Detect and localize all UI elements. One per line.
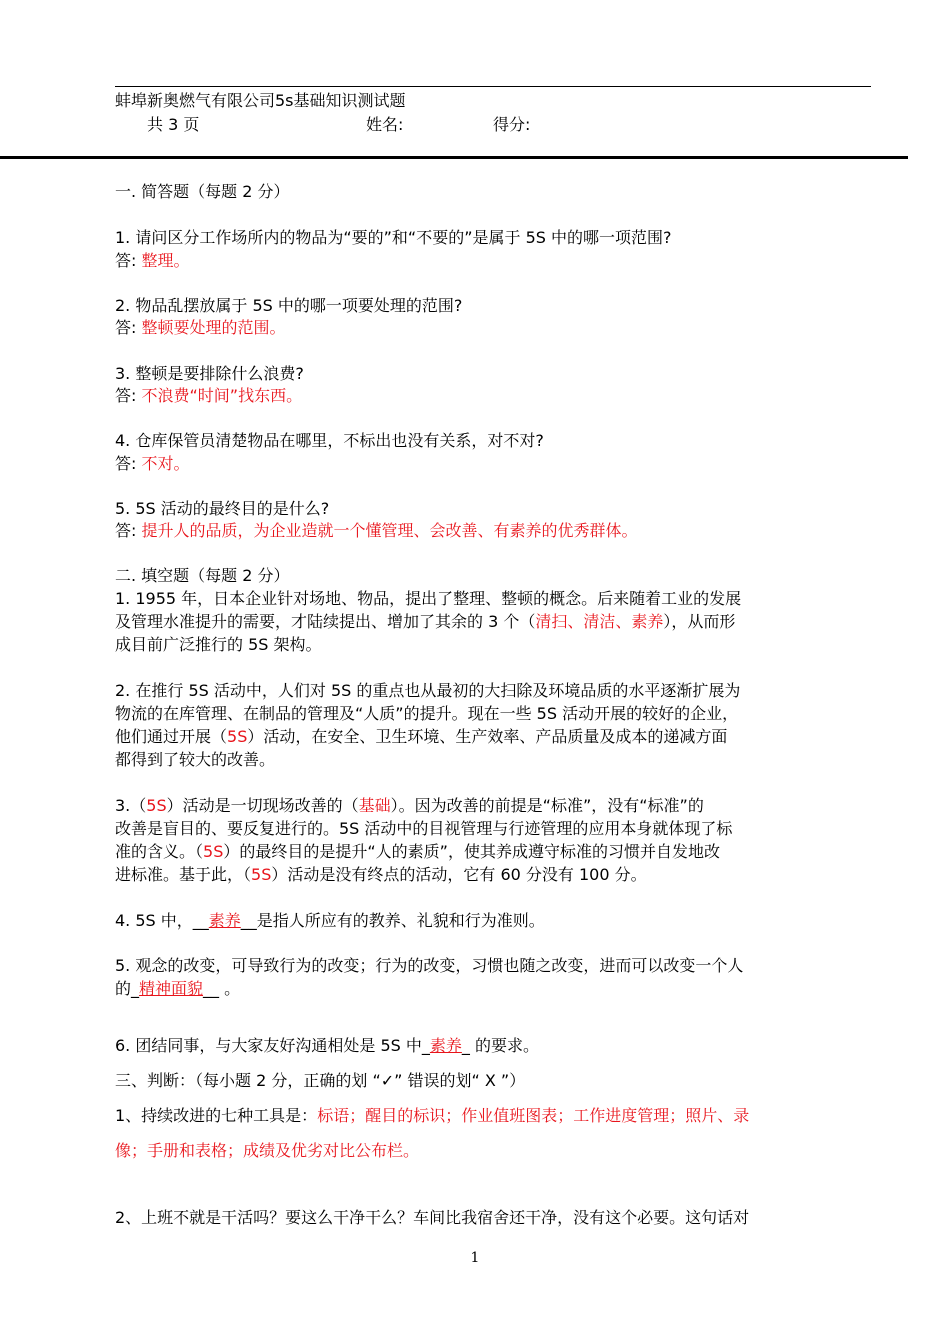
blank-underline: _ (461, 1036, 470, 1055)
paragraph-line (115, 796, 704, 816)
header-divider (0, 156, 908, 159)
text-span: 进标准。基于此，（ (115, 865, 252, 884)
name-label: 姓名: (366, 115, 404, 134)
page-number: 1 (470, 1250, 480, 1266)
text-span: ）活动，在安全、卫生环境、生产效率、产品质量及成本的递减方面 (247, 727, 728, 746)
text-span: 的要求。 (474, 1036, 539, 1055)
section-title: 一. 简答题（每题 2 分） (115, 182, 290, 201)
text-span: 4. 5S 中， (115, 911, 193, 930)
question: 5. 5S 活动的最终目的是什么? (115, 499, 330, 518)
text-span: ）的最终目的是提升“人的素质”，使其养成遵守标准的习惯并自发地改 (223, 842, 720, 861)
question: 4. 仓库保管员清楚物品在哪里，不标出也没有关系，对不对? (115, 431, 544, 450)
answer-line (115, 386, 302, 406)
paragraph-line: 2. 在推行 5S 活动中，人们对 5S 的重点也从最初的大扫除及环境品质的水平逐渐扩展为 (115, 681, 741, 700)
fill-answer: 素养 (208, 911, 241, 930)
paragraph-line: 1. 1955 年，日本企业针对场地、物品，提出了整理、整顿的概念。后来随着工业的发展 (115, 589, 742, 608)
fill-answer: 基础 (358, 796, 391, 815)
judgement-answer: 像；手册和表格；成绩及优劣对比公布栏。 (115, 1141, 420, 1160)
document-title: 蚌埠新奥燃气有限公司5s基础知识测试题 (115, 91, 406, 110)
fill-answer: 精神面貌 (139, 979, 204, 998)
text-span: 准的含义。（ (115, 842, 204, 861)
answer-line (115, 251, 190, 271)
paragraph-line (115, 727, 727, 747)
paragraph-line (115, 1106, 749, 1126)
text-span: 是指人所应有的教养、礼貌和行为准则。 (256, 911, 545, 930)
answer-line (115, 521, 638, 541)
text-span: ）。因为改善的前提是“标准”，没有“标准”的 (390, 796, 704, 815)
answer-line (115, 318, 286, 338)
blank-underline: _ (421, 1036, 430, 1055)
answer-text: 不对。 (141, 454, 190, 473)
paragraph-line: 都得到了较大的改善。 (115, 750, 276, 769)
fill-answer: 清扫、清洁、素养 (535, 612, 664, 631)
question: 2. 物品乱摆放属于 5S 中的哪一项要处理的范围? (115, 296, 463, 315)
section-title: 二. 填空题（每题 2 分） (115, 566, 290, 585)
text-span: 他们通过开展（ (115, 727, 228, 746)
answer-line (115, 454, 190, 474)
text-span: 1、持续改进的七种工具是： (115, 1106, 318, 1125)
paragraph-line: 改善是盲目的、要反复进行的。5S 活动中的目视管理与行迹管理的应用本身就体现了标 (115, 819, 733, 838)
text-span: 及管理水准提升的需要，才陆续提出、增加了其余的 3 个（ (115, 612, 536, 631)
blank-underline: __ (203, 979, 220, 998)
header-top-rule (115, 86, 871, 87)
fill-answer: 5S (203, 842, 224, 861)
answer-label: 答: (115, 521, 137, 540)
score-label: 得分: (493, 115, 531, 134)
text-span: ）活动是一切现场改善的（ (166, 796, 359, 815)
judgement-answer: 标语；醒目的标识；作业值班图表；工作进度管理；照片、录 (317, 1106, 750, 1125)
question: 1. 请问区分工作场所内的物品为“要的”和“不要的”是属于 5S 中的哪一项范围? (115, 228, 672, 247)
paragraph-line: 成目前广泛推行的 5S 架构。 (115, 635, 322, 654)
text-span: ）活动是没有终点的活动，它有 60 分没有 100 分。 (271, 865, 647, 884)
text-span: 的 (115, 979, 132, 998)
section-title: 三、判断：（每小题 2 分，正确的划 “✓” 错误的划“ X ”） (115, 1071, 526, 1090)
blank-underline: __ (192, 911, 209, 930)
answer-label: 答: (115, 454, 137, 473)
answer-text: 整理。 (141, 251, 190, 270)
text-span: 。 (224, 979, 241, 998)
blank-underline: __ (240, 911, 257, 930)
text-span: ），从而形 (663, 612, 736, 631)
page-count: 共 3 页 (147, 115, 200, 134)
answer-text: 不浪费“时间”找东西。 (141, 386, 303, 405)
text-span: 3.（ (115, 796, 147, 815)
paragraph-line: 5. 观念的改变，可导致行为的改变；行为的改变，习惯也随之改变，进而可以改变一个人 (115, 956, 744, 975)
paragraph-line: 物流的在库管理、在制品的管理及“人质”的提升。现在一些 5S 活动开展的较好的企业， (115, 704, 739, 723)
fill-answer: 5S (227, 727, 248, 746)
paragraph-line (115, 612, 735, 632)
answer-text: 整顿要处理的范围。 (141, 318, 286, 337)
paragraph-line (115, 1036, 539, 1056)
blank-underline: _ (131, 979, 140, 998)
answer-text: 提升人的品质，为企业造就一个懂管理、会改善、有素养的优秀群体。 (141, 521, 638, 540)
text-span: 6. 团结同事，与大家友好沟通相处是 5S 中 (115, 1036, 422, 1055)
answer-label: 答: (115, 386, 137, 405)
paragraph-line (115, 911, 545, 931)
fill-answer: 5S (251, 865, 272, 884)
answer-label: 答: (115, 318, 137, 337)
paragraph-line (115, 1141, 419, 1161)
paragraph-line (115, 865, 647, 885)
fill-answer: 5S (146, 796, 167, 815)
paragraph-line (115, 842, 720, 862)
fill-answer: 素养 (429, 1036, 462, 1055)
question: 3. 整顿是要排除什么浪费? (115, 364, 304, 383)
paragraph-line (115, 979, 240, 999)
answer-label: 答: (115, 251, 137, 270)
paragraph-line: 2、上班不就是干活吗？要这么干净干么？车间比我宿舍还干净，没有这个必要。这句话对 (115, 1208, 750, 1227)
